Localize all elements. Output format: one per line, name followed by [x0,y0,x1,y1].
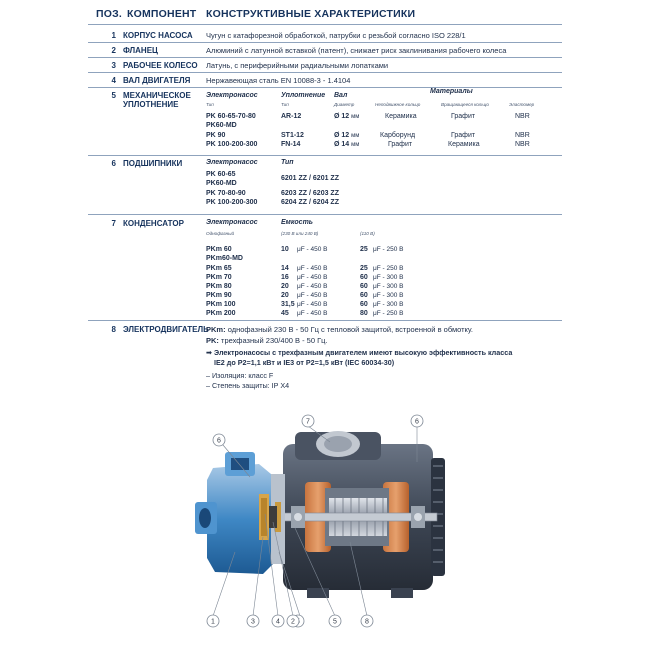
seal-type: FN-14 [281,141,301,148]
divider [88,57,562,58]
sub-type: Тип [281,102,289,107]
row-component: ПОДШИПНИКИ [123,159,183,168]
capacitor-pump: PKm 65 [206,265,232,272]
row-description: Алюминий с латунной вставкой (патент), снижает риск заклинивания рабочего колеса [206,46,507,55]
capacitor-unit-230: μF - 450 В [297,265,328,272]
motor-note-line2: IE2 до P2=1,1 кВт и IE3 от P2=1,5 кВт (IEC 60034-30) [214,358,395,367]
seal-pump: PK 100-200-300 [206,141,258,148]
seal-fixed: Керамика [385,113,417,120]
capacitor-unit-110: μF - 300 В [373,301,404,308]
capacitor-unit-230: μF - 450 В [297,283,328,290]
seal-rotating: Графит [451,113,476,120]
table-header [0,8,650,22]
seal-elastomer: NBR [515,113,530,120]
sub-type: Тип [206,102,214,107]
divider [88,87,562,88]
col-type: Тип [281,159,294,166]
bearing-pump: PK 100-200-300 [206,199,258,206]
row-component: РАБОЧЕЕ КОЛЕСО [123,61,198,70]
mechanical-seal [269,506,277,528]
capacitor-value-230: 45 [281,310,289,317]
callout-label: 6 [217,437,221,445]
seal-shaft: Ø 12 мм [334,132,360,139]
seal-shaft: Ø 12 мм [334,113,360,120]
bearing-pump: PK 70-80-90 [206,190,246,197]
col-capacity: Емкость [281,219,313,226]
seal-pump: PK 60-65-70-80 [206,113,256,120]
capacitor-value-230: 16 [281,274,289,281]
divider [88,42,562,43]
callout-label: 3 [251,618,255,626]
sub-elastomer: Эластомер [509,102,535,107]
callout-label: 8 [365,618,369,626]
row-num: 6 [111,159,116,168]
row-num: 8 [111,325,116,334]
capacitor-value-110: 80 [360,310,368,317]
seal-pump: PK60-MD [206,122,237,129]
motor-protection: – Степень защиты: IP X4 [206,381,290,390]
col-materials: Материалы [430,88,473,95]
motor-note-line1: ➡ Электронасосы с трехфазным двигателем имеют высокую эффективность класса [206,348,513,357]
header-component: КОМПОНЕНТ [127,8,197,20]
bearing-pump: PK 60-65 [206,171,236,178]
sub-single-phase: Однофазный [206,231,235,236]
divider [88,155,562,156]
bearing-type: 6203 ZZ / 6203 ZZ [281,190,339,197]
capacitor-unit-110: μF - 300 В [373,283,404,290]
row-component: ЭЛЕКТРОДВИГАТЕЛЬ [123,325,209,334]
row-num: 5 [111,91,116,100]
capacitor-value-110: 60 [360,283,368,290]
capacitor-value-230: 20 [281,283,289,290]
callout-label: 5 [333,618,337,626]
seal-pump: PK 90 [206,132,226,139]
seal-fixed: Карборунд [380,132,416,139]
row-component: МЕХАНИЧЕСКОЕ УПЛОТНЕНИЕ [123,91,191,109]
header-pos: ПОЗ. [96,8,123,20]
row-description: Нержавеющая сталь EN 10088-3 - 1.4104 [206,76,351,85]
seal-type: ST1-12 [281,132,304,139]
capacitor-pump: PKm 100 [206,301,236,308]
bearing-type: 6201 ZZ / 6201 ZZ [281,175,339,182]
row-num: 3 [111,61,116,70]
capacitor-pump: PKm60-MD [206,255,243,262]
motor-insulation: – Изоляция: класс F [206,371,274,380]
seal-fixed: Графит [388,141,413,148]
divider [88,320,562,321]
seal-elastomer: NBR [515,141,530,148]
col-seal: Уплотнение [281,92,326,99]
col-shaft: Вал [334,92,348,99]
row-num: 4 [111,76,116,85]
row-num: 2 [111,46,116,55]
row-component: КОРПУС НАСОСА [123,31,193,40]
capacitor-unit-110: μF - 250 В [373,265,404,272]
sub-fixed-ring: Неподвижное кольцо [375,102,421,107]
capacitor-unit-230: μF - 450 В [297,246,328,253]
capacitor-unit-110: μF - 250 В [373,246,404,253]
capacitor-pump: PKm 60 [206,246,232,253]
capacitor-value-110: 60 [360,292,368,299]
callout-label: 6 [415,418,419,426]
callout-label: 2 [291,618,295,626]
row-description: Чугун с катафорезной обработкой, патрубки с резьбой согласно ISO 228/1 [206,31,466,40]
sub-230v: (230 В или 240 В) [281,231,319,236]
motor-pkm: PKm: однофазный 230 В - 50 Гц с тепловой защитой, встроенной в обмотку. [206,325,474,334]
divider [88,24,562,25]
row-component: ФЛАНЕЦ [123,46,158,55]
capacitor-value-110: 25 [360,246,368,253]
divider [88,214,562,215]
row-num: 7 [111,219,116,228]
pump-cutaway-drawing [195,402,480,650]
callout-label: 7 [306,418,310,426]
seal-rotating: Графит [451,132,476,139]
capacitor-unit-230: μF - 450 В [297,301,328,308]
capacitor-unit-230: μF - 450 В [297,310,328,317]
row-description: Латунь, с периферийными радиальными лопатками [206,61,389,70]
bearing-pump: PK60-MD [206,180,237,187]
row-component: КОНДЕНСАТОР [123,219,184,228]
capacitor-value-110: 25 [360,265,368,272]
sub-110v: (110 В) [360,231,375,236]
row-component: ВАЛ ДВИГАТЕЛЯ [123,76,191,85]
seal-elastomer: NBR [515,132,530,139]
capacitor-value-230: 20 [281,292,289,299]
capacitor-unit-230: μF - 450 В [297,292,328,299]
callout-label: 1 [211,618,215,626]
capacitor-value-110: 60 [360,301,368,308]
motor-pk: PK: трехфазный 230/400 В - 50 Гц. [206,336,328,345]
seal-type: AR-12 [281,113,302,120]
capacitor-value-230: 31,5 [281,301,295,308]
capacitor-unit-110: μF - 300 В [373,292,404,299]
callout-label: 4 [276,618,280,626]
sub-rotating-ring: Вращающееся кольцо [441,102,489,107]
sub-diameter: Диаметр [334,102,355,107]
capacitor-value-230: 10 [281,246,289,253]
divider [88,72,562,73]
col-pump: Электронасос [206,92,258,99]
capacitor-unit-110: μF - 250 В [373,310,404,317]
bearing-type: 6204 ZZ / 6204 ZZ [281,199,339,206]
seal-shaft: Ø 14 мм [334,141,360,148]
seal-rotating: Керамика [448,141,480,148]
capacitor-unit-110: μF - 300 В [373,274,404,281]
capacitor-pump: PKm 90 [206,292,232,299]
capacitor-value-230: 14 [281,265,289,272]
capacitor-pump: PKm 80 [206,283,232,290]
capacitor-pump: PKm 70 [206,274,232,281]
capacitor-value-110: 60 [360,274,368,281]
capacitor-unit-230: μF - 450 В [297,274,328,281]
header-characteristics: КОНСТРУКТИВНЫЕ ХАРАКТЕРИСТИКИ [206,8,416,20]
col-pump: Электронасос [206,219,258,226]
row-num: 1 [111,31,116,40]
capacitor-pump: PKm 200 [206,310,236,317]
col-pump: Электронасос [206,159,258,166]
